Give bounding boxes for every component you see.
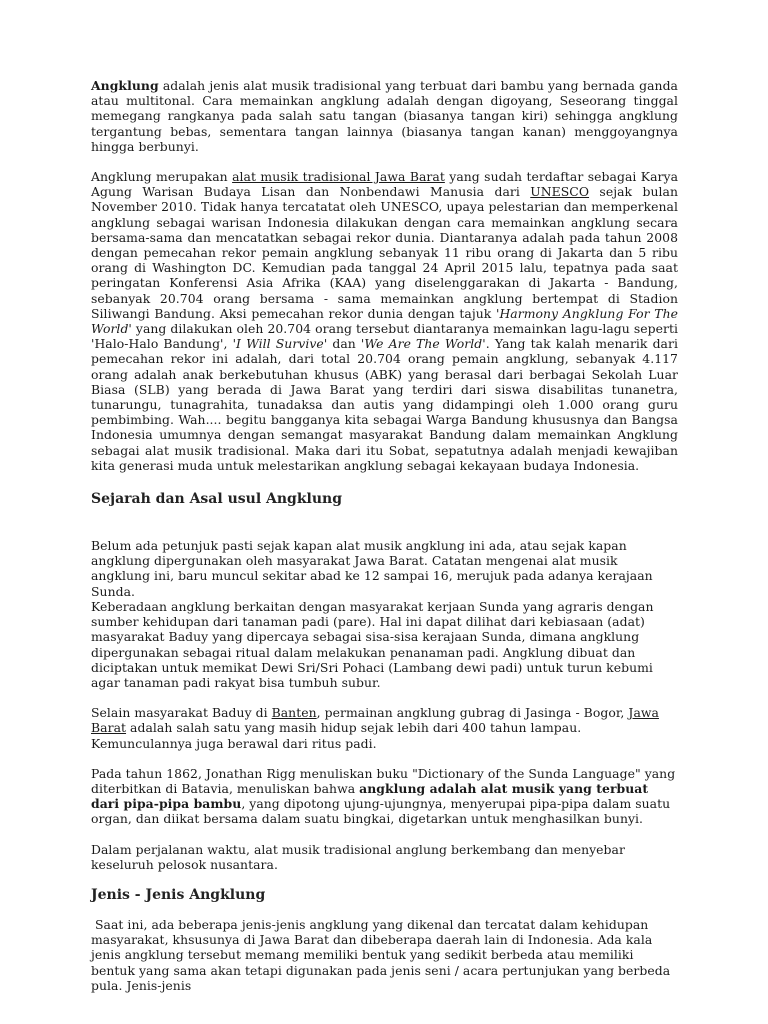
sejarah-p2-text-2: , permainan angklung gubrag di Jasinga - Bogor, [316, 705, 629, 721]
link-alat-musik-jawa-barat[interactable]: alat musik tradisional Jawa Barat [232, 169, 445, 185]
i-will-survive-title: I Will Survive [236, 336, 324, 352]
sejarah-paragraph-4: Dalam perjalanan waktu, alat musik tradisional anglung berkembang dan menyebar keseluruh pelosok nusantara. [91, 841, 625, 872]
angklung-bold-term: Angklung [91, 78, 159, 93]
link-unesco[interactable]: UNESCO [530, 184, 590, 200]
intro-paragraph-1-text: adalah jenis alat musik tradisional yang terbuat dari bambu yang bernada ganda atau multitonal. Cara memainkan angklung adalah dengan digoyang, Seseorang tinggal memegang rangkanya pada salah satu tangan (biasanya tangan kiri) sehingga angklung tergantung bebas, sementara tangan lainnya (biasanya tangan kanan) menggoyangnya hingga berbunyi. [91, 78, 678, 154]
sejarah-p3-text-2: , yang dipotong ujung-ujungnya, menyerupai pipa-pipa dalam suatu organ, dan diikat bersama dalam suatu bingkai, digetarkan untuk menghasilkan bunyi. [91, 796, 671, 827]
sejarah-paragraph-1 [91, 538, 678, 690]
we-are-the-world-title: We Are The World [364, 336, 483, 352]
sejarah-p1b-text: Keberadaan angklung berkaitan dengan masyarakat kerjaan Sunda yang agraris dengan sumber kehidupan dari tanaman padi (pare). Hal ini dapat dilihat dari kebiasaan (adat) masyarakat Baduy yang dipercaya sebagai sisa-sisa kerajaan Sunda, dimana angklung dipergunakan sebagai ritual dalam melakukan penanaman padi. Angklung dibuat dan diciptakan untuk memikat Dewi Sri/Sri Pohaci (Lambang dewi padi) untuk turun kebumi agar tanaman padi rakyat bisa tumbuh subur. [91, 598, 654, 690]
sejarah-p3-text-1: Pada tahun 1862, Jonathan Rigg menuliskan buku "Dictionary of the Sunda Language" yang diterbitkan di Batavia, menuliskan bahwa [91, 765, 676, 796]
sejarah-p1-text: Belum ada petunjuk pasti sejak kapan alat musik angklung ini ada, atau sejak kapan angklung dipergunakan oleh masyarakat Jawa Barat. Catatan mengenai alat musik angklung ini, baru muncul sekitar abad ke 12 sampai 16, merujuk pada adanya kerajaan Sunda. [91, 538, 653, 599]
intro-p2-text-2: yang sudah terdaftar sebagai Karya Agung Warisan Budaya Lisan dan Nonbendawi Manusia dari [91, 169, 679, 200]
sejarah-p2-text-3: adalah salah satu yang masih hidup sejak lebih dari 400 tahun lampau. Kemunculannya juga berawal dari ritus padi. [91, 720, 582, 751]
harmony-angklung-title: 'Harmony Angklung For The World' [91, 305, 678, 337]
sejarah-p2-text-1: Selain masyarakat Baduy di [91, 705, 272, 721]
section-heading-jenis: Jenis - Jenis Angklung [91, 886, 266, 903]
intro-paragraph-2 [91, 169, 678, 473]
link-banten[interactable]: Banten [271, 705, 317, 721]
document-page [91, 78, 678, 993]
intro-p2-text-3: sejak bulan November 2010. Tidak hanya tercatatat oleh UNESCO, upaya pelestarian dan memperkenal angklung sebagai warisan Indonesia dilakukan dengan cara memainkan angklung secara bersama-sama dan mencatatkan sebagai rekor dunia. Diantaranya adalah pada tahun 2008 dengan pemecahan rekor pemain angklung sebanyak 11 ribu orang di Jakarta dan 5 ribu orang di Washington DC. Kemudian pada tanggal 24 April 2015 lalu, tepatnya pada saat peringatan Konferensi Asia Afrika (KAA) yang diselenggarakan di Jakarta - Bandung, sebanyak 20.704 orang bersama - sama memainkan angklung bertempat di Stadion Siliwangi Bandung. Aksi pemecahan rekor dunia dengan tajuk [91, 184, 678, 321]
angklung-definition-bold: angklung adalah alat musik yang terbuat dari pipa-pipa bambu [91, 780, 649, 812]
sejarah-paragraph-3 [91, 766, 678, 827]
sejarah-paragraph-2 [91, 705, 678, 751]
intro-p2-text-6: '. Yang tak kalah menarik dari pemecahan rekor ini adalah, dari total 20.704 orang pemain angklung, sebanyak 4.117 orang adalah anak berkebutuhan khusus (ABK) yang berasal dari berbagai Sekolah Luar Biasa (SLB) yang berada di Jawa Barat yang terdiri dari siswa disabilitas tunanetra, tunarungu, tunagrahita, tunadaksa dan autis yang didampingi oleh 1.000 orang guru pembimbing. Wah.... begitu bangganya kita sebagai Warga Bandung khususnya dan Bangsa Indonesia umumnya dengan semangat masyarakat Bandung dalam memainkan Angklung sebagai alat musik tradisional. Maka dari itu Sobat, sepatutnya adalah menjadi kewajiban kita generasi muda untuk melestarikan angklung sebagai kekayaan budaya Indonesia. [91, 336, 678, 473]
jenis-paragraph-1: Saat ini, ada beberapa jenis-jenis angklung yang dikenal dan tercatat dalam kehidupan masyarakat, khsusunya di Jawa Barat dan dibeberapa daerah lain di Indonesia. Ada kala jenis angklung tersebut memang memiliki bentuk yang sedikit berbeda atau memiliki bentuk yang sama akan tetapi digunakan pada jenis seni / acara pertunjukan yang berbeda pula. Jenis-jenis [91, 916, 675, 993]
intro-p2-text-1: Angklung merupakan [91, 169, 233, 185]
link-jawa-barat[interactable]: Jawa Barat [91, 705, 659, 736]
section-heading-sejarah: Sejarah dan Asal usul Angklung [91, 491, 343, 508]
intro-p2-text-4: yang dilakukan oleh 20.704 orang tersebut diantaranya memainkan lagu-lagu seperti 'Halo-Halo Bandung', ' [91, 321, 678, 352]
intro-p2-text-5: ' dan ' [323, 336, 365, 352]
intro-paragraph-1 [91, 78, 678, 154]
